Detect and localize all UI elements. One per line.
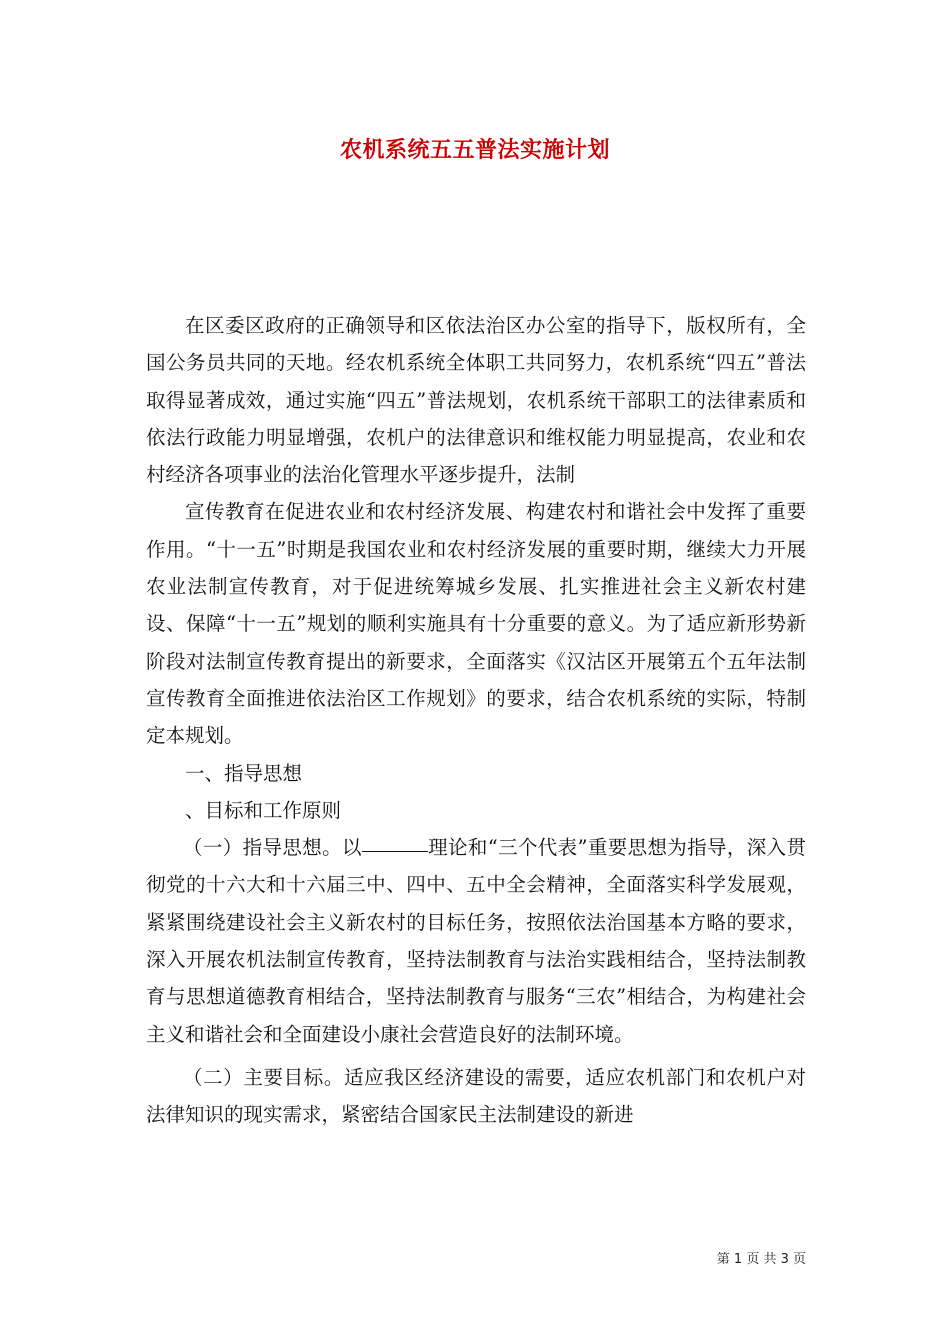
guiding-prefix: （一）指导思想。以 [183,836,362,860]
paragraph-guiding [146,829,806,1053]
paragraph-propaganda: 宣传教育在促进农业和农村经济发展、构建农村和谐社会中发挥了重要作用。“十一五”时期是我国农业和农村经济发展的重要时期，继续大力开展农业法制宣传教育，对于促进统筹城乡发展、扎实推进社会主义新农村建设、保障“十一五”规划的顺利实施具有十分重要的意义。为了适应新形势新阶段对法制宣传教育提出的新要求，全面落实《汉沽区开展第五个五年法制宣传教育全面推进依法治区工作规划》的要求，结合农机系统的实际，特制定本规划。 [146,500,806,748]
page-number: 第 1 页 共 3 页 [716,1252,806,1267]
guiding-rest: 理论和“三个代表”重要思想为指导，深入贯彻党的十六大和十六届三中、四中、五中全会精神，全面落实科学发展观，紧紧围绕建设社会主义新农村的目标任务，按照依法治国基本方略的要求，深入开展农机法制宣传教育，坚持法制教育与法治实践相结合，坚持法制教育与思想道德教育相结合，坚持法制教育与服务“三农”相结合，为构建社会主义和谐社会和全面建设小康社会营造良好的法制环境。 [146,836,806,1046]
blank-underline [362,832,428,852]
heading-guiding-thought: 一、指导思想 [185,761,303,785]
document-title: 农机系统五五普法实施计划 [339,137,610,163]
document-body [146,307,806,1134]
heading-goals-principles: 、目标和工作原则 [185,798,342,822]
paragraph-main-goal: （二）主要目标。适应我区经济建设的需要，适应农机部门和农机户对法律知识的现实需求，紧密结合国家民主法制建设的新进 [146,1065,806,1127]
paragraph-intro: 在区委区政府的正确领导和区依法治区办公室的指导下，版权所有，全国公务员共同的天地。经农机系统全体职工共同努力，农机系统“四五”普法取得显著成效，通过实施“四五”普法规划，农机系统干部职工的法律素质和依法行政能力明显增强，农机户的法律意识和维权能力明显提高，农业和农村经济各项事业的法治化管理水平逐步提升，法制 [146,314,806,487]
